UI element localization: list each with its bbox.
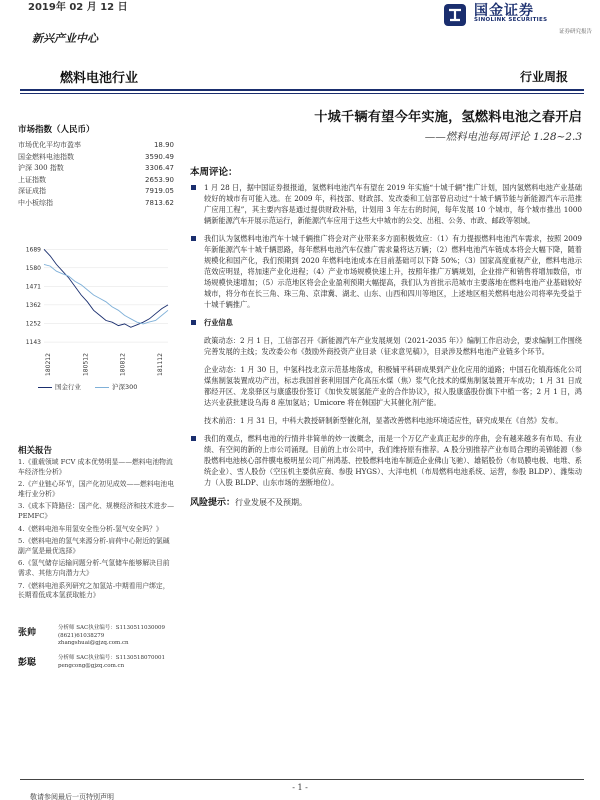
x-tick-label: 181112 (157, 353, 164, 376)
bullet-icon (191, 320, 196, 325)
market-index-value: 3590.49 (145, 152, 174, 161)
policy-text: 政策动态：2 月 1 日，工信部召开《新能源汽车产业发展规划（2021-2035 年）》编制工作启动会，要求编制工作围绕完善发展的主线；发改委公布《鼓励外商投资产业目录（征求意见稿）》，目录涉及燃料电池产业链多个环节。 (204, 336, 582, 356)
x-tick-label: 180212 (45, 353, 52, 376)
risk-text: 行业发展不及预期。 (235, 498, 308, 507)
market-index-row (18, 163, 174, 175)
bullet-icon (191, 236, 196, 241)
related-report-item[interactable]: 7.《燃料电池系列研究之加氢站-中期看用户绑定，长期看低成本氢获取能力》 (18, 581, 170, 600)
logo-en: SINOLINK SECURITIES (474, 17, 548, 23)
company-block (190, 364, 582, 408)
sidebar (18, 100, 175, 600)
x-tick-label: 180812 (119, 353, 127, 376)
report-date: 2019年 02 月 12 日 (28, 2, 128, 13)
market-index-value: 2653.90 (145, 175, 174, 184)
analyst-name: 彭聪 (18, 658, 37, 668)
analyst-info (58, 655, 165, 670)
risk-note (190, 495, 582, 508)
logo-cn: 国金证券 (474, 3, 534, 19)
analyst-role: 分析师 SAC执业编号：S1130518070001 (58, 655, 165, 661)
paragraph-text: 1 月 28 日，据中国证券报报道，氢燃料电池汽车有望在 2019 年实施“十城千辆”推广计划，国内氢燃料电池产业基础较好的城市有可能入选。在 2009 年，科技部、财政部、发改委和工信部曾启动过“十城千辆节能与新能源汽车示范推广应用工程”，其主要内容是通过提供财政补贴，计划用 3 年左右的时间，每年发展 10 个城市，每个城市推出 1000 辆新能源汽车开展示范运行，新能源汽车应用于这些大中城市的公交、出租、公务、市政、邮政等领域。 (204, 183, 582, 225)
related-reports-title: 相关报告 (18, 446, 53, 456)
paragraph-text: 我们认为氢燃料电池汽车十城千辆推广将会对产业带来多方面积极效应：（1）有力提振燃料电池汽车需求，按照 2009 年新能源汽车十城千辆思路，每年燃料电池汽车仅推广需求量将达万辆；（2）燃料电池汽车链成本将会大幅下降，随着规模化和国产化，我们预期到 2020 年燃料电池成本在目前基础可以下降 50%；（3）国家高度重视产业，燃料电池示范效应明显，将加速产业化进程；（4）产业市场规模快速上升，按照年推广万辆规划，企业排产和销售将增加数倍，市场规模快速增加；（5）示范地区将会企业盈利预期大幅提高，我们认为首批示范城市主要落地在燃料电池产业基础较好城市，将分布在长三角、珠三角、京津冀、湖北、山东、山西和四川等地区，上述地区相关燃料电池公司将率先受益于十城千辆推广。 (204, 234, 582, 309)
chart-legend (38, 382, 178, 391)
y-tick-label: 1689 (25, 246, 41, 254)
footer-divider (20, 779, 584, 780)
header-divider-thin (20, 93, 584, 94)
market-index-row (18, 152, 174, 164)
logo (442, 0, 592, 34)
paragraph-opinion (190, 433, 582, 488)
series-line-industry (44, 249, 168, 327)
report-type: 行业周报 (519, 70, 568, 84)
report-subtitle: ——燃料电池每周评论 1.28~2.3 (424, 131, 582, 143)
related-report-item[interactable]: 1.《重载领域 FCV 成本优势明显——燃料电池物流车经济性分析》 (18, 458, 173, 476)
index-chart-svg (18, 236, 174, 386)
analyst-email[interactable]: zhangshuai@gjzq.com.cn (58, 640, 129, 646)
legend-label: 沪深300 (112, 383, 138, 391)
industry-info (190, 317, 582, 328)
tech-block (190, 415, 582, 426)
index-chart (18, 236, 174, 376)
paragraph-view (190, 233, 582, 310)
bullet-icon (191, 436, 196, 441)
analyst-email[interactable]: pengcong@gjzq.com.cn (58, 662, 125, 669)
paragraph-news (190, 182, 582, 226)
tech-text: 技术前沿：1 月 31 日，中科大教授研制新型催化剂，显著改善燃料电池环境适应性，研究成果在《自然》发布。 (204, 416, 563, 425)
page-number: - 1 - (292, 783, 308, 792)
analyst-card (18, 625, 178, 655)
research-center: 新兴产业中心 (32, 32, 98, 45)
legend-item-industry (38, 382, 81, 391)
analyst-info (58, 625, 165, 648)
bullet-icon (191, 185, 196, 190)
policy-block (190, 335, 582, 357)
analyst-phone: (8621)61038279 (58, 632, 105, 639)
market-index-row (18, 175, 174, 187)
related-report-item[interactable]: 5.《燃料电池的氢气来源分析-肩荷中心附近的氯碱副产氢是最优选择》 (18, 537, 170, 555)
industry-info-heading: 行业信息 (204, 318, 233, 327)
y-tick-label: 1580 (25, 264, 41, 272)
market-index-row (18, 140, 174, 152)
market-index-value: 7919.05 (145, 187, 174, 196)
related-report-item[interactable]: 2.《产业链心环节，国产化初见成效——燃料电池电堆行业分析》 (18, 480, 175, 498)
y-tick-label: 1252 (25, 320, 41, 328)
related-reports-list (18, 458, 174, 604)
x-tick-label: 180512 (82, 353, 90, 376)
market-index-value: 3306.47 (145, 164, 174, 173)
market-index-label: 国金燃料电池指数 (18, 152, 74, 161)
related-report-item[interactable]: 4.《燃料电池车用氢安全性分析-氢气安全吗？》 (18, 524, 163, 533)
market-index-label: 沪深 300 指数 (18, 164, 64, 173)
analyst-card (18, 655, 178, 685)
market-index-label: 深证成指 (18, 187, 46, 196)
logo-sub: 证券研究报告 (558, 29, 592, 35)
market-index-label: 上证指数 (18, 175, 46, 184)
market-index-row (18, 186, 174, 198)
related-report-item[interactable]: 6.《氢气储存运输问题分析-气氢储车能够解决目前需求、其他方向潜力大》 (18, 559, 170, 577)
y-tick-label: 1362 (25, 301, 41, 309)
report-title: 十城千辆有望今年实施，氢燃料电池之春开启 (314, 110, 582, 125)
footer-note: 敬请参阅最后一页特别声明 (30, 793, 114, 800)
y-tick-label: 1143 (25, 339, 41, 347)
analyst-role: 分析师 SAC执业编号：S1130511030009 (58, 625, 165, 631)
paragraph-text: 我们的观点，燃料电池的行情并非简单的炒一波概念，而是一个万亿产业真正起步的序曲，会有越来越多有布局、有业绩、有空间的新的上市公司涌现。目前的上市公司中，我们维持原有推荐。A 股分别推荐产业布局合理的美锦能源（参股燃料电池核心部件膜电极明星公司广州鸿基、控股燃料电池车制造企业佛山飞驰）、雄韬股份（布局膜电极、电堆、系统企业）、雪人股份（空压机主要供应商、参股 HYGS）、大洋电机（布局燃料电池系统、运营，参股 BLDP）、潍柴动力（入股 BLDP、山东市场的垄断地位）。 (204, 434, 582, 487)
risk-label: 风险提示： (190, 498, 236, 508)
weekly-comment-heading: 本周评论： (190, 167, 238, 178)
related-report-item[interactable]: 3.《成本下降路径：国产化、规模经济和技术进步—PEMFC》 (18, 502, 175, 520)
legend-label: 国金行业 (55, 383, 81, 391)
legend-item-hs300 (95, 382, 137, 391)
y-tick-label: 1471 (25, 283, 41, 291)
company-text: 企业动态：1 月 30 日，中氢科技北京示范基地落成，积极铺平科研成果到产业化应用的道路；中国石化镇海炼化公司煤焦制氢装置成功产出，标志我国首套利用国产化高压水煤（焦）浆气化技术的煤焦制氢装置开车成功；1 月 31 日成都经开区、龙泉驿区与康盛股份签订《加快发展氢能产业的合作协议》，拟入股康盛股份旗下中植一客；2 月 1 日，鸿达兴业获批建设乌海 8 座加氢站；Umicore 将在韩国扩大其催化剂产能。 (204, 365, 582, 407)
market-index-value: 7813.62 (145, 198, 174, 207)
market-index-row (18, 198, 174, 210)
series-line-hs300 (44, 264, 168, 324)
market-index-value: 18.90 (153, 141, 174, 149)
main-content (190, 100, 582, 508)
industry-name: 燃料电池行业 (60, 71, 139, 86)
header-divider (20, 89, 584, 91)
market-index-title: 市场指数（人民币） (18, 125, 95, 135)
market-index-label: 中小板综指 (18, 198, 53, 207)
market-index-table (18, 140, 174, 210)
sinolink-logo-icon (442, 2, 468, 28)
analyst-name: 张帅 (18, 628, 37, 638)
analysts (18, 625, 178, 685)
market-index-label: 市场优化平均市盈率 (18, 141, 81, 149)
